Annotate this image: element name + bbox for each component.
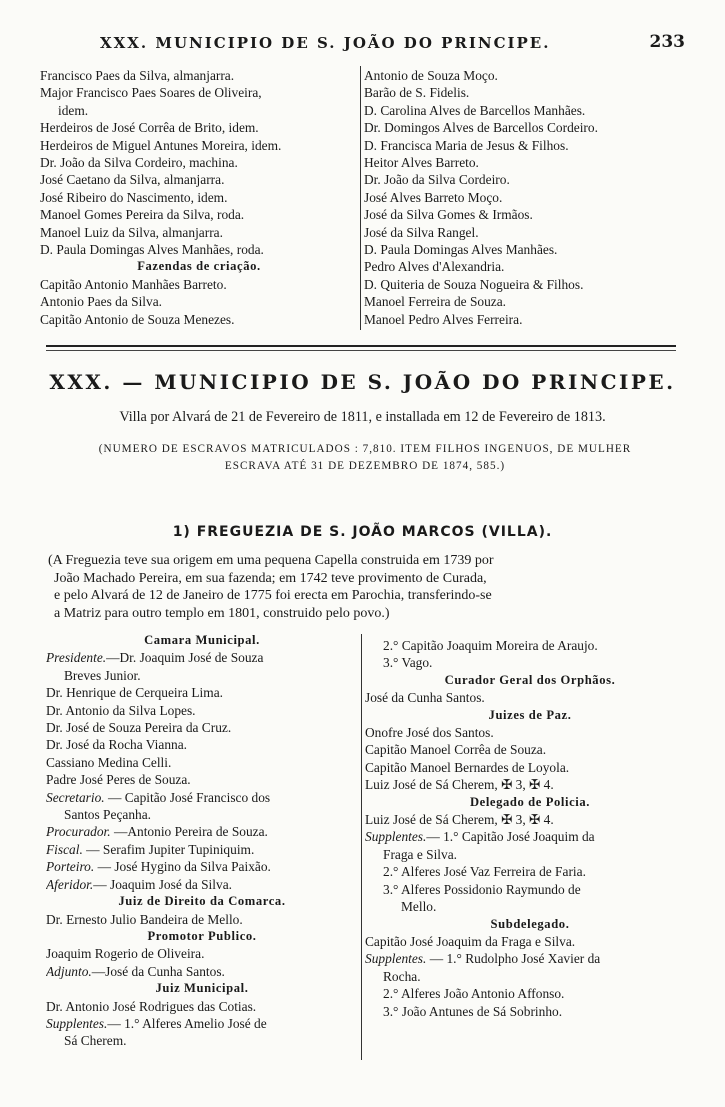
officials-right-column [365, 637, 695, 1020]
history-paragraph [48, 552, 680, 622]
supplentes-entry [46, 1015, 358, 1032]
secretario-cont: Santos Peçanha. [64, 807, 152, 823]
list-item: Barão de S. Fidelis. [364, 85, 470, 101]
aferidor-name: — Joaquim José da Silva. [93, 876, 232, 892]
juiz-direito-name: Dr. Ernesto Julio Bandeira de Mello. [46, 911, 243, 927]
list-item: Herdeiros de José Corrêa de Brito, idem. [40, 120, 259, 136]
list-item: José Alves Barreto Moço. [364, 189, 503, 205]
vereador: Cassiano Medina Celli. [46, 754, 172, 770]
procurador-name: —Antonio Pereira de Souza. [110, 824, 268, 840]
list-item: Dr. Domingos Alves de Barcellos Cordeiro. [364, 120, 598, 136]
list-item: D. Paula Domingas Alves Manhães. [364, 242, 558, 258]
adjunto-entry [46, 963, 358, 980]
history-line: e pelo Alvará de 12 de Janeiro de 1775 foi erecta em Parochia, transferindo-se [54, 588, 492, 604]
sub-supplente-3: 3.° João Antunes de Sá Sobrinho. [383, 1003, 563, 1019]
section-title: XXX. — MUNICIPIO DE S. JOÃO DO PRINCIPE. [49, 370, 676, 394]
delegado-supplentes-entry [365, 828, 695, 845]
running-title: XXX. MUNICIPIO DE S. JOÃO DO PRINCIPE. [100, 34, 551, 52]
section-rule-thin [46, 350, 676, 351]
list-item: D. Francisca Maria de Jesus & Filhos. [364, 137, 569, 153]
adjunto-name: —José da Cunha Santos. [91, 963, 225, 979]
subheading-fazendas: Fazendas de criação. [137, 259, 261, 274]
porteiro-label: Porteiro. [46, 859, 95, 875]
list-item: Manoel Luiz da Silva, almanjarra. [40, 224, 223, 240]
promotor-heading: Promotor Publico. [147, 928, 257, 943]
supplente-2: 2.° Capitão Joaquim Moreira de Araujo. [383, 638, 598, 653]
history-line: João Machado Pereira, em sua fazenda; em 1742 teve provimento de Curada, [54, 570, 487, 586]
list-item: Francisco Paes da Silva, almanjarra. [40, 68, 235, 83]
escravos-note [60, 441, 670, 475]
delegado-supplente-2: 2.° Alferes José Vaz Ferreira de Faria. [383, 864, 586, 880]
column-divider [361, 634, 362, 1060]
list-item: Manoel Gomes Pereira da Silva, roda. [40, 207, 245, 223]
delegado-supplente-3-cont: Mello. [401, 899, 437, 915]
list-item: Pedro Alves d'Alexandria. [364, 259, 505, 275]
fiscal-label: Fiscal. [46, 841, 83, 857]
delegado-heading: Delegado de Policia. [469, 794, 591, 809]
supplentes-first-cont: Sá Cherem. [64, 1033, 127, 1049]
list-item: José Caetano da Silva, almanjarra. [40, 172, 225, 188]
presidente-cont: Breves Junior. [64, 667, 141, 683]
presidente-name: —Dr. Joaquim José de Souza [106, 650, 264, 666]
list-item: José Ribeiro do Nascimento, idem. [40, 189, 228, 205]
top-left-column [40, 67, 358, 328]
page-number: 233 [649, 32, 685, 52]
escravos-line: ESCRAVA ATÉ 31 DE DEZEMBRO DE 1874, 585.) [224, 460, 506, 472]
list-item: Manoel Pedro Alves Ferreira. [364, 311, 523, 327]
supplentes-first: — 1.° Alferes Amelio José de [107, 1015, 267, 1031]
presidente-label: Presidente. [46, 650, 107, 666]
history-line: (A Freguezia teve sua origem em uma pequena Capella construida em 1739 por [48, 553, 494, 568]
delegado-supplente-1: — 1.° Capitão José Joaquim da [426, 829, 595, 845]
sub-supplente-1-cont: Rocha. [383, 968, 421, 984]
promotor-name: Joaquim Rogerio de Oliveira. [46, 946, 205, 962]
subdelegado-name: Capitão José Joaquim da Fraga e Silva. [365, 933, 576, 949]
vereador: Dr. Henrique de Cerqueira Lima. [46, 685, 223, 701]
list-item: D. Carolina Alves de Barcellos Manhães. [364, 102, 586, 118]
porteiro-name: — José Hygino da Silva Paixão. [94, 859, 271, 875]
list-item: José da Silva Rangel. [364, 224, 479, 240]
secretario-name: — Capitão José Francisco dos [104, 789, 271, 805]
escravos-line: (NUMERO DE ESCRAVOS MATRICULADOS : 7,810. ITEM FILHOS INGENUOS, DE MULHER [98, 443, 632, 455]
delegado-supplente-1-cont: Fraga e Silva. [383, 846, 458, 862]
list-item: Dr. João da Silva Cordeiro, machina. [40, 155, 238, 171]
freguezia-title: 1) FREGUEZIA DE S. JOÃO MARCOS (VILLA). [172, 524, 553, 540]
sub-supplente-2: 2.° Alferes João Antonio Affonso. [383, 986, 565, 1002]
presidente-entry [46, 649, 358, 666]
list-item: D. Quiteria de Souza Nogueira & Filhos. [364, 276, 584, 292]
procurador-label: Procurador. [46, 824, 111, 840]
adjunto-label: Adjunto. [46, 963, 92, 979]
list-item: Heitor Alves Barreto. [364, 155, 479, 171]
list-item: José da Silva Gomes & Irmãos. [364, 207, 533, 223]
list-item: Manoel Ferreira de Souza. [364, 294, 507, 310]
supplente-3: 3.° Vago. [383, 655, 433, 671]
vereador: Dr. José de Souza Pereira da Cruz. [46, 720, 232, 736]
list-item: Herdeiros de Miguel Antunes Moreira, idem. [40, 137, 282, 153]
sub-supplentes-entry [365, 950, 695, 967]
camara-heading: Camara Municipal. [144, 633, 260, 647]
column-divider [360, 66, 361, 330]
list-item: Antonio Paes da Silva. [40, 294, 162, 310]
top-right-column [364, 67, 694, 328]
juiz-paz: Capitão Manoel Corrêa de Souza. [365, 742, 547, 758]
officials-left-column [46, 632, 358, 1050]
history-line: a Matriz para outro templo em 1801, construido pelo povo.) [54, 605, 390, 621]
juiz-paz: Luiz José de Sá Cherem, ✠ 3, ✠ 4. [365, 777, 554, 793]
supplentes-label: Supplentes. [46, 1015, 108, 1031]
list-item: Major Francisco Paes Soares de Oliveira, [40, 85, 262, 101]
sub-supplentes-label: Supplentes. [365, 951, 427, 967]
list-item: Capitão Antonio Manhães Barreto. [40, 276, 227, 292]
aferidor-label: Aferidor. [46, 876, 94, 892]
juiz-paz: Onofre José dos Santos. [365, 725, 494, 741]
list-item: idem. [58, 102, 89, 118]
secretario-label: Secretario. [46, 789, 105, 805]
villa-line: Villa por Alvará de 21 de Fevereiro de 1811, e installada em 12 de Fevereiro de 1813. [119, 409, 606, 425]
fiscal-name: — Serafim Jupiter Tupiniquim. [82, 841, 255, 857]
list-item: D. Paula Domingas Alves Manhães, roda. [40, 242, 264, 258]
juiz-municipal-heading: Juiz Municipal. [155, 981, 249, 996]
subdelegado-heading: Subdelegado. [490, 916, 570, 931]
list-item: Capitão Antonio de Souza Menezes. [40, 311, 235, 327]
section-rule [46, 345, 676, 347]
delegado-supplente-3: 3.° Alferes Possidonio Raymundo de [383, 881, 581, 897]
vereador: Dr. José da Rocha Vianna. [46, 737, 188, 753]
porteiro-entry [46, 858, 358, 875]
list-item: Dr. João da Silva Cordeiro. [364, 172, 510, 188]
procurador-entry [46, 823, 358, 840]
fiscal-entry [46, 841, 358, 858]
curador-heading: Curador Geral dos Orphãos. [444, 672, 616, 687]
curador-name: José da Cunha Santos. [365, 690, 485, 706]
vereador: Dr. Antonio da Silva Lopes. [46, 702, 196, 718]
delegado-supplentes-label: Supplentes. [365, 829, 427, 845]
juiz-paz: Capitão Manoel Bernardes de Loyola. [365, 759, 570, 775]
juiz-municipal-name: Dr. Antonio José Rodrigues das Cotias. [46, 998, 257, 1014]
juiz-direito-heading: Juiz de Direito da Comarca. [118, 894, 286, 909]
vereador: Padre José Peres de Souza. [46, 772, 191, 788]
list-item: Antonio de Souza Moço. [364, 68, 498, 83]
aferidor-entry [46, 876, 358, 893]
secretario-entry [46, 789, 358, 806]
sub-supplente-1: — 1.° Rudolpho José Xavier da [426, 951, 601, 967]
delegado-name: Luiz José de Sá Cherem, ✠ 3, ✠ 4. [365, 812, 554, 828]
juizes-paz-heading: Juizes de Paz. [488, 707, 572, 722]
